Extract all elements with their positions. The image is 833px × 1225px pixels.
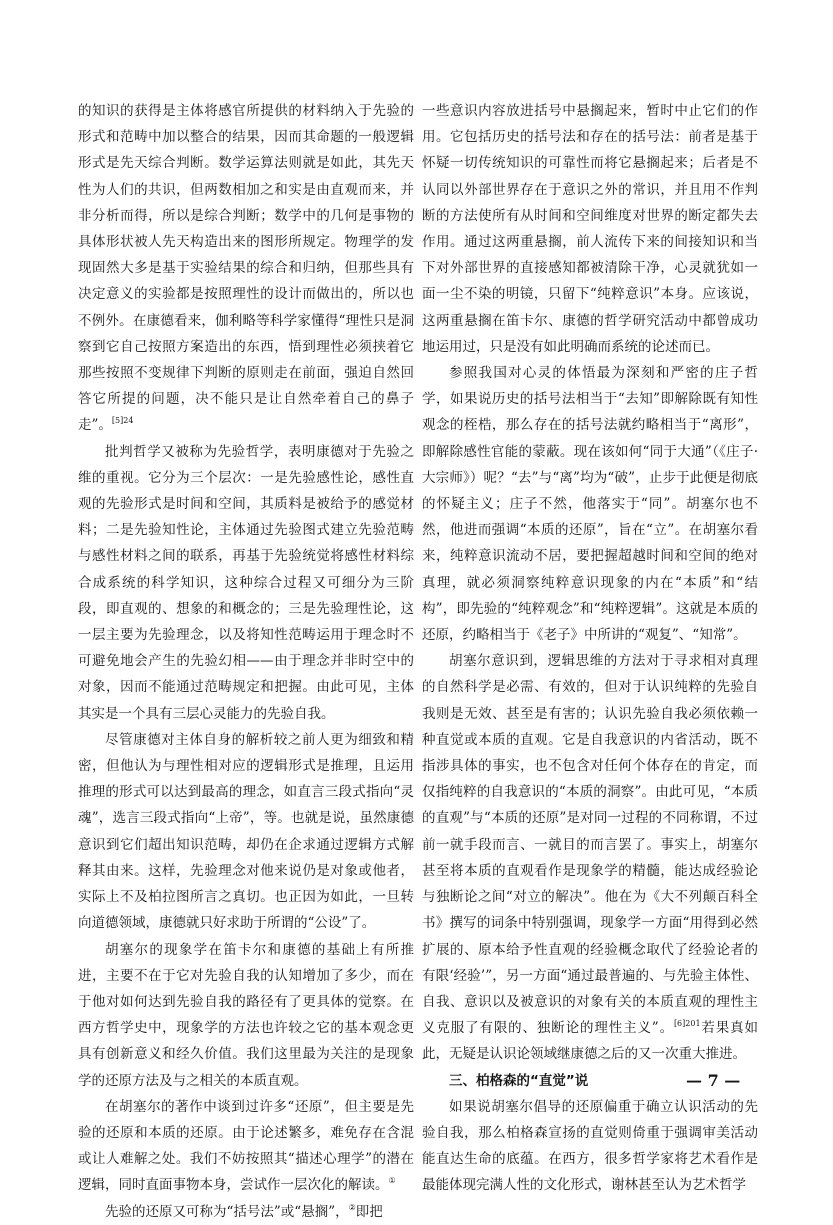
citation-ref: ② bbox=[348, 1202, 356, 1212]
paragraph bbox=[78, 98, 414, 439]
paragraph-text: 先验的还原又可称为“括号法”或“悬搁”， bbox=[105, 1203, 349, 1220]
citation-ref: [5]24 bbox=[111, 416, 134, 426]
paragraph bbox=[78, 1094, 414, 1199]
paragraph-text: 胡塞尔意识到，逻辑思维的方法对于寻求相对真理的自然科学是必需、有效的，但对于认识纯粹的先验自我则是无效、甚至是有害的；认识先验自我必须依赖一种直觉或本质的直观。它是自我意识的内省活动，既不指涉具体的事实，也不包含对任何个体存在的肯定，而仅指纯粹的自我意识的“本质的洞察”。由此可见，“本质的直观”与“本质的还原”是对同一过程的不同称谓，不过前一就手段而言、一就目的而言罢了。事实上，胡塞尔甚至将本质的直观看作是现象学的精髓，能达成经验论与独断论之间“对立的解决”。他在为《大不列颠百科全书》撰写的词条中特别强调，现象学一方面“用得到必然扩展的、原本给予性直观的经验概念取代了经验论者的有限‘经验’”，另一方面“通过最普遍的、与先验主体性、自我、意识以及被意识的对象有关的本质直观的理性主义克服了有限的、独断论的理性主义”。 bbox=[422, 653, 758, 1037]
paragraph bbox=[422, 648, 758, 1067]
paragraph-text: 尽管康德对主体自身的解析较之前人更为细致和精密，但他认为与理性相对应的逻辑形式是推理，且运用推理的形式可以达到最高的理念，如直言三段式指向“灵魂”，选言三段式指向“上帝”，等。也就是说，虽然康德意识到它们超出知识范畴，却仍在企求通过逻辑方式解释其由来。这样，先验理念对他来说仍是对象或他者，实际上不及柏拉图所言之真切。也正因为如此，一旦转向道德领域，康德就只好求助于所谓的“公设”了。 bbox=[78, 731, 414, 932]
paragraph bbox=[422, 1094, 758, 1199]
citation-ref: [6]201 bbox=[673, 1019, 701, 1029]
paragraph-text: 的知识的获得是主体将感官所提供的材料纳入于先验的形式和范畴中加以整合的结果，因而其命题的一般逻辑形式是先天综合判断。数学运算法则就是如此，其先天性为人们的共识，但两数相加之和实是由直观而来，并非分析而得，所以是综合判断；数学中的几何是事物的具体形状被人先天构造出来的图形所规定。物理学的发现固然大多是基于实验结果的综合和归纳，但那些具有决定意义的实验都是按照理性的设计而做出的，所以也不例外。在康德看来，伽利略等科学家懂得“理性只是洞察到它自己按照方案造出的东西，悟到理性必须挟着它那些按照不变规律下判断的原则走在前面，强迫自然回答它所提的问题，决不能只是让自然牵着自己的鼻子走”。 bbox=[78, 103, 414, 434]
page-number: — 7 — bbox=[686, 1071, 741, 1090]
paragraph-text: 在胡塞尔的著作中谈到过许多“还原”，但主要是先验的还原和本质的还原。由于论述繁多，难免存在含混或让人难解之处。我们不妨按照其“描述心理学”的潜在逻辑，同时直面事物本身，尝试作一层次化的解读。 bbox=[78, 1098, 414, 1194]
paragraph-text: 参照我国对心灵的体悟最为深刻和严密的庄子哲学，如果说历史的括号法相当于“去知”即解除既有知性观念的桎梏，那么存在的括号法就约略相当于“离形”，即解除感性官能的蒙蔽。现在该如何“同于大通”（《庄子·大宗师》）呢？“去”与“离”均为“破”，止步于此便是彻底的怀疑主义；庄子不然，他落实于“同”。胡塞尔也不然，他进而强调“本质的还原”，旨在“立”。在胡塞尔看来，纯粹意识流动不居，要把握超越时间和空间的绝对真理，就必须洞察纯粹意识现象的内在“本质”和“结构”，即先验的“纯粹观念”和“纯粹逻辑”。这就是本质的还原，约略相当于《老子》中所讲的“观复”、“知常”。 bbox=[422, 365, 758, 644]
right-text-column bbox=[422, 98, 758, 1199]
paragraph-text: 如果说胡塞尔倡导的还原偏重于确立认识活动的先验自我，那么柏格森宣扬的直觉则倚重于强调审美活动能直达生命的底蕴。在西方，很多哲学家将艺术看作是最能体现完满人性的文化形式，谢林甚至认为艺术哲学 bbox=[422, 1098, 758, 1194]
paragraph-text-continued: 若果真如此，无疑是认识论领域继康德之后的又一次重大推进。 bbox=[422, 1020, 758, 1063]
paragraph bbox=[78, 439, 414, 727]
paragraph bbox=[78, 727, 414, 937]
paragraph-text-continued: 即把 bbox=[355, 1203, 383, 1220]
paragraph bbox=[422, 98, 758, 360]
left-text-column bbox=[78, 98, 414, 1225]
paragraph bbox=[78, 937, 414, 1094]
paragraph-text: 一些意识内容放进括号中悬搁起来，暂时中止它们的作用。它包括历史的括号法和存在的括号法：前者是基于怀疑一切传统知识的可靠性而将它悬搁起来；后者是不认同以外部世界存在于意识之外的常识，并且用不作判断的方法使所有从时间和空间维度对世界的断定都失去作用。通过这两重悬搁，前人流传下来的间接知识和当下对外部世界的直接感知都被清除干净，心灵就犹如一面一尘不染的明镜，只留下“纯粹意识”本身。应该说，这两重悬搁在笛卡尔、康德的哲学研究活动中都曾成功地运用过，只是没有如此明确而系统的论述而已。 bbox=[422, 103, 758, 355]
paragraph-text: 批判哲学又被称为先验哲学，表明康德对于先验之维的重视。它分为三个层次：一是先验感性论，感性直观的先验形式是时间和空间，其质料是被给予的感觉材料；二是先验知性论，主体通过先验图式建立先验范畴与感性材料之间的联系，再基于先验统觉将感性材料综合成系统的科学知识，这种综合过程又可细分为三阶段，即直观的、想象的和概念的；三是先验理性论，这一层主要为先验理念，以及将知性范畴运用于理念时不可避免地会产生的先验幻相——由于理念并非时空中的对象，因而不能通过范畴规定和把握。由此可见，主体其实是一个具有三层心灵能力的先验自我。 bbox=[78, 443, 414, 722]
citation-ref: ① bbox=[388, 1176, 396, 1186]
paragraph-text: 三、柏格森的“直觉”说 bbox=[449, 1072, 589, 1089]
paragraph-text: 胡塞尔的现象学在笛卡尔和康德的基础上有所推进，主要不在于它对先验自我的认知增加了多少，而在于他对如何达到先验自我的路径有了更具体的觉察。在西方哲学史中，现象学的方法也许较之它的基本观念更具有创新意义和经久价值。我们这里最为关注的是现象学的还原方法及与之相关的本质直观。 bbox=[78, 941, 414, 1089]
paragraph bbox=[78, 1199, 414, 1225]
paragraph bbox=[422, 360, 758, 648]
